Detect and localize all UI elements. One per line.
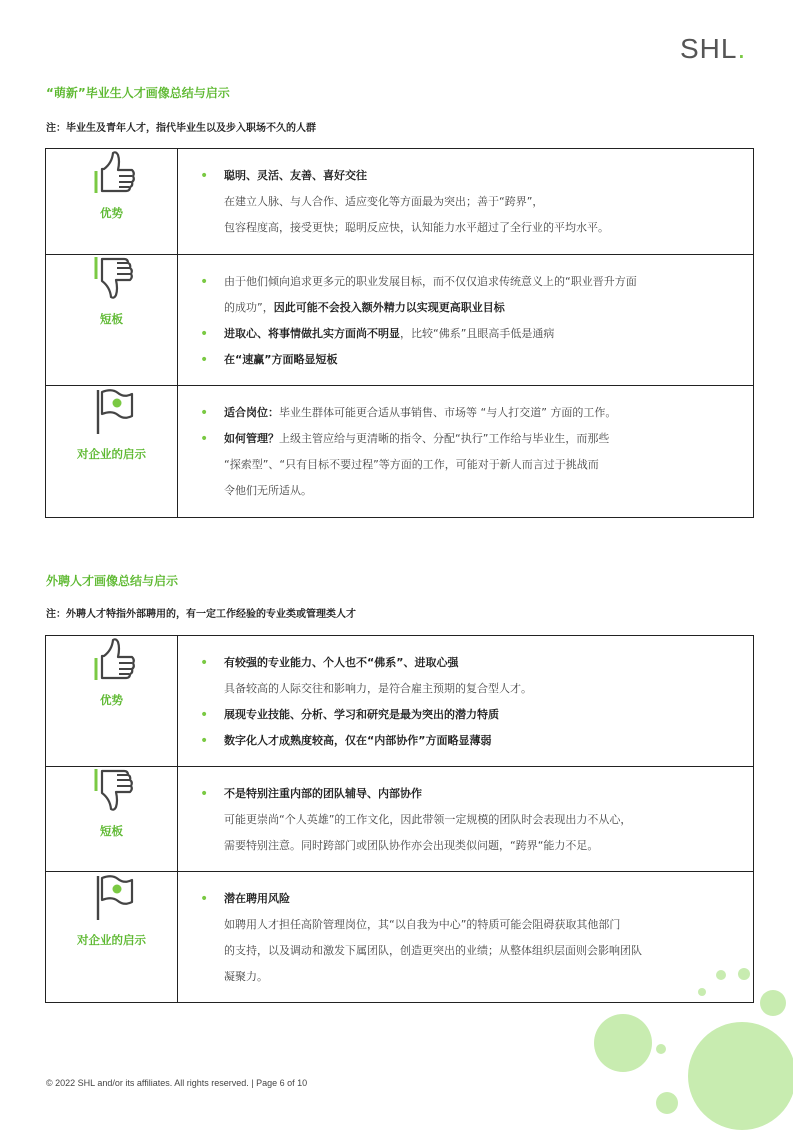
thumbs-down-icon [88, 255, 136, 305]
row-content-cell [178, 255, 754, 386]
row-icon-cell [46, 149, 178, 255]
bullet-item [200, 426, 733, 452]
plain-text: 如聘用人才担任高阶管理岗位，其“以自我为中心”的特质可能会阻碍获取其他部门 [224, 918, 621, 931]
row-content-cell [178, 767, 754, 872]
text-line [200, 295, 733, 321]
plain-text: ，比较“佛系”且眼高手低是通病 [400, 327, 555, 340]
bullet-item [200, 781, 733, 807]
plain-text: 的成功”， [224, 301, 274, 314]
decor-bubble [698, 988, 706, 996]
section1-note: 注：毕业生及青年人才，指代毕业生以及步入职场不久的人群 [46, 123, 316, 134]
plain-text: 的支持，以及调动和激发下属团队，创造更突出的业绩；从整体组织层面则会影响团队 [224, 944, 642, 957]
decor-bubble [688, 1022, 793, 1130]
section2-note: 注：外聘人才特指外部聘用的，有一定工作经验的专业类或管理类人才 [46, 609, 356, 620]
table-row [46, 872, 754, 1003]
plain-text: 令他们无所适从。 [224, 484, 312, 497]
plain-text: 具备较高的人际交往和影响力，是符合雇主预期的复合型人才。 [224, 682, 532, 695]
decor-bubble [738, 968, 750, 980]
plain-text: 凝聚力。 [224, 970, 268, 983]
text-line [200, 478, 733, 504]
row-label: 对企业的启示 [77, 447, 146, 461]
bold-text: 展现专业技能、分析、学习和研究是最为突出的潜力特质 [224, 708, 499, 721]
bold-text: 适合岗位： [224, 406, 279, 419]
row-label: 优势 [100, 206, 123, 220]
thumbs-up-icon [88, 636, 136, 686]
plain-text: “探索型”、“只有目标不要过程”等方面的工作，可能对于新人而言过于挑战而 [224, 458, 599, 471]
table-row [46, 386, 754, 518]
decor-bubble [716, 970, 726, 980]
bold-text: 进取心、将事情做扎实方面尚不明显 [224, 327, 400, 340]
text-line [200, 833, 733, 859]
table-row [46, 636, 754, 767]
row-label: 优势 [100, 693, 123, 707]
plain-text: 包容程度高，接受更快；聪明反应快，认知能力水平超过了全行业的平均水平。 [224, 221, 609, 234]
plain-text: 由于他们倾向追求更多元的职业发展目标，而不仅仅追求传统意义上的“职业晋升方面 [224, 275, 637, 288]
row-icon-cell [46, 255, 178, 386]
plain-text: 可能更崇尚“个人英雄”的工作文化，因此带领一定规模的团队时会表现出力不从心， [224, 813, 632, 826]
text-line [200, 189, 733, 215]
thumbs-up-icon [88, 149, 136, 199]
table-row [46, 149, 754, 255]
row-label: 短板 [100, 312, 123, 326]
bullet-item [200, 321, 733, 347]
decor-bubble [656, 1044, 666, 1054]
text-line [200, 452, 733, 478]
bullet-item [200, 269, 733, 295]
shl-logo: SHL. [680, 33, 747, 64]
flag-icon [88, 872, 136, 926]
table-row [46, 255, 754, 386]
bold-text: 在“速赢”方面略显短板 [224, 353, 338, 366]
section2-title: 外聘人才画像总结与启示 [46, 574, 179, 588]
bold-text: 不是特别注重内部的团队辅导、内部协作 [224, 787, 422, 800]
plain-text: 在建立人脉、与人合作、适应变化等方面最为突出；善于“跨界”， [224, 195, 544, 208]
flag-icon [88, 386, 136, 440]
text-line [200, 215, 733, 241]
bold-text: 有较强的专业能力、个人也不“佛系”、进取心强 [224, 656, 459, 669]
row-content-cell [178, 636, 754, 767]
bullet-item [200, 163, 733, 189]
row-icon-cell [46, 872, 178, 1003]
decor-bubble [594, 1014, 652, 1072]
decor-bubble [760, 990, 786, 1016]
plain-text: 毕业生群体可能更合适从事销售、市场等 “与人打交道” 方面的工作。 [279, 406, 617, 419]
section1-title: “萌新”毕业生人才画像总结与启示 [46, 86, 230, 100]
bullet-item [200, 347, 733, 373]
text-line [200, 964, 733, 990]
bullet-item [200, 886, 733, 912]
table-row [46, 767, 754, 872]
section2-table [45, 635, 754, 1003]
row-icon-cell [46, 386, 178, 518]
text-line [200, 807, 733, 833]
text-line [200, 676, 733, 702]
text-line [200, 938, 733, 964]
row-content-cell [178, 386, 754, 518]
plain-text: 上级主管应给与更清晰的指令、分配“执行”工作给与毕业生，而那些 [279, 432, 610, 445]
bold-text: 如何管理？ [224, 432, 279, 445]
bullet-item [200, 650, 733, 676]
thumbs-down-icon [88, 767, 136, 817]
row-icon-cell [46, 767, 178, 872]
text-line [200, 912, 733, 938]
bullet-item [200, 702, 733, 728]
bold-text: 数字化人才成熟度较高，仅在“内部协作”方面略显薄弱 [224, 734, 492, 747]
bullet-item [200, 728, 733, 754]
row-label: 短板 [100, 824, 123, 838]
bold-text: 聪明、灵活、友善、喜好交往 [224, 169, 367, 182]
bullet-item [200, 400, 733, 426]
section1-table [45, 148, 754, 518]
row-content-cell [178, 872, 754, 1003]
row-label: 对企业的启示 [77, 933, 146, 947]
plain-text: 需要特别注意。同时跨部门或团队协作亦会出现类似问题，“跨界“能力不足。 [224, 839, 599, 852]
row-icon-cell [46, 636, 178, 767]
bold-text: 因此可能不会投入额外精力以实现更高职业目标 [273, 301, 505, 314]
decor-bubble [656, 1092, 678, 1114]
row-content-cell [178, 149, 754, 255]
page-footer: © 2022 SHL and/or its affiliates. All rights reserved. | Page 6 of 10 [46, 1078, 308, 1088]
bold-text: 潜在聘用风险 [224, 892, 290, 905]
